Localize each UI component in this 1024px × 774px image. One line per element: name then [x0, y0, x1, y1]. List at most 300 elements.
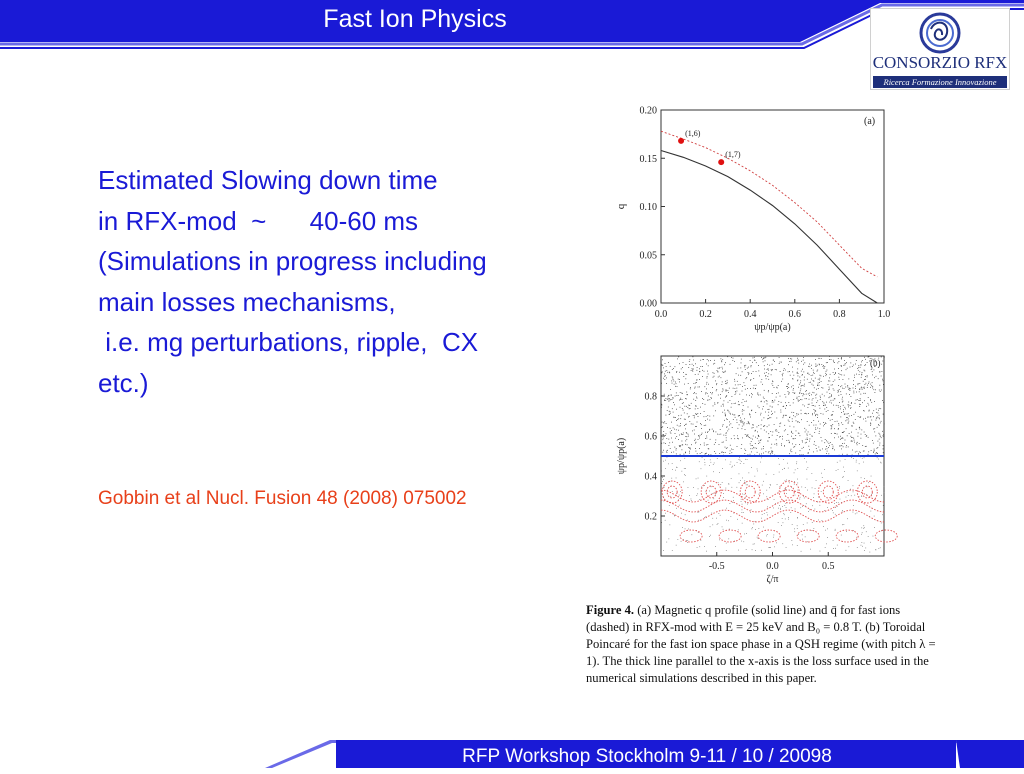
scatter-point — [661, 471, 662, 472]
scatter-point — [865, 548, 866, 549]
scatter-point — [779, 505, 780, 506]
scatter-point — [755, 550, 756, 551]
scatter-point — [854, 495, 855, 496]
scatter-point — [798, 400, 799, 401]
scatter-point — [710, 392, 711, 393]
scatter-point — [871, 476, 872, 477]
scatter-point — [753, 388, 754, 389]
scatter-point — [798, 373, 799, 374]
scatter-point — [868, 536, 869, 537]
scatter-point — [838, 390, 839, 391]
scatter-point — [755, 443, 756, 444]
scatter-point — [689, 416, 690, 417]
scatter-point — [816, 425, 817, 426]
scatter-point — [880, 443, 881, 444]
scatter-point — [879, 408, 880, 409]
scatter-point — [820, 551, 821, 552]
scatter-point — [680, 423, 681, 424]
scatter-point — [695, 383, 696, 384]
scatter-point — [884, 492, 885, 493]
scatter-point — [817, 365, 818, 366]
scatter-point — [796, 462, 797, 463]
scatter-point — [807, 373, 808, 374]
scatter-point — [851, 396, 852, 397]
scatter-point — [804, 386, 805, 387]
scatter-point — [669, 372, 670, 373]
scatter-point — [861, 438, 862, 439]
scatter-point — [840, 391, 841, 392]
scatter-point — [716, 389, 717, 390]
scatter-point — [816, 414, 817, 415]
scatter-point — [811, 394, 812, 395]
scatter-point — [676, 448, 677, 449]
scatter-point — [812, 473, 813, 474]
scatter-point — [863, 451, 864, 452]
scatter-point — [797, 545, 798, 546]
scatter-point — [860, 400, 861, 401]
scatter-point — [731, 516, 732, 517]
scatter-point — [697, 380, 698, 381]
scatter-point — [874, 377, 875, 378]
scatter-point — [831, 395, 832, 396]
scatter-point — [772, 451, 773, 452]
scatter-point — [748, 436, 749, 437]
scatter-point — [744, 423, 745, 424]
scatter-point — [797, 525, 798, 526]
scatter-point — [671, 381, 672, 382]
scatter-point — [685, 452, 686, 453]
scatter-point — [722, 388, 723, 389]
scatter-point — [788, 394, 789, 395]
scatter-point — [740, 422, 741, 423]
scatter-point — [866, 406, 867, 407]
scatter-point — [681, 393, 682, 394]
scatter-point — [826, 453, 827, 454]
scatter-point — [726, 550, 727, 551]
scatter-point — [752, 445, 753, 446]
scatter-point — [695, 439, 696, 440]
scatter-point — [774, 499, 775, 500]
scatter-point — [827, 370, 828, 371]
scatter-point — [743, 423, 744, 424]
scatter-point — [668, 439, 669, 440]
scatter-point — [831, 429, 832, 430]
scatter-point — [873, 443, 874, 444]
scatter-point — [670, 481, 671, 482]
scatter-point — [755, 529, 756, 530]
scatter-point — [793, 392, 794, 393]
scatter-point — [746, 377, 747, 378]
scatter-point — [833, 361, 834, 362]
scatter-point — [779, 464, 780, 465]
scatter-point — [672, 550, 673, 551]
scatter-point — [862, 389, 863, 390]
scatter-point — [732, 414, 733, 415]
scatter-point — [747, 459, 748, 460]
scatter-point — [683, 372, 684, 373]
scatter-point — [665, 513, 666, 514]
scatter-point — [746, 395, 747, 396]
scatter-point — [705, 420, 706, 421]
scatter-point — [879, 385, 880, 386]
scatter-point — [732, 427, 733, 428]
scatter-point — [697, 422, 698, 423]
scatter-point — [867, 487, 868, 488]
scatter-point — [684, 468, 685, 469]
scatter-point — [847, 414, 848, 415]
scatter-point — [691, 370, 692, 371]
scatter-point — [664, 487, 665, 488]
scatter-point — [851, 415, 852, 416]
scatter-point — [709, 429, 710, 430]
scatter-point — [847, 385, 848, 386]
scatter-point — [793, 390, 794, 391]
y-tick-label: 0.00 — [639, 298, 657, 310]
scatter-point — [804, 362, 805, 363]
scatter-point — [679, 435, 680, 436]
scatter-point — [664, 379, 665, 380]
scatter-point — [771, 374, 772, 375]
scatter-point — [819, 378, 820, 379]
scatter-point — [839, 389, 840, 390]
scatter-point — [759, 441, 760, 442]
scatter-point — [771, 444, 772, 445]
scatter-point — [859, 374, 860, 375]
scatter-point — [698, 478, 699, 479]
scatter-point — [755, 448, 756, 449]
scatter-point — [704, 459, 705, 460]
scatter-point — [804, 384, 805, 385]
scatter-point — [795, 495, 796, 496]
scatter-point — [758, 443, 759, 444]
scatter-point — [725, 381, 726, 382]
scatter-point — [882, 379, 883, 380]
scatter-point — [709, 430, 710, 431]
scatter-point — [875, 389, 876, 390]
scatter-point — [876, 409, 877, 410]
scatter-point — [668, 464, 669, 465]
scatter-point — [771, 411, 772, 412]
scatter-point — [797, 369, 798, 370]
scatter-point — [746, 533, 747, 534]
scatter-point — [813, 497, 814, 498]
scatter-point — [840, 436, 841, 437]
scatter-point — [876, 412, 877, 413]
scatter-point — [838, 358, 839, 359]
scatter-point — [763, 494, 764, 495]
scatter-point — [747, 388, 748, 389]
scatter-point — [820, 408, 821, 409]
scatter-point — [842, 432, 843, 433]
scatter-point — [824, 510, 825, 511]
scatter-point — [672, 491, 673, 492]
scatter-point — [819, 385, 820, 386]
scatter-point — [850, 363, 851, 364]
scatter-point — [782, 439, 783, 440]
scatter-point — [738, 384, 739, 385]
scatter-point — [741, 461, 742, 462]
scatter-point — [863, 528, 864, 529]
scatter-point — [776, 443, 777, 444]
scatter-point — [824, 469, 825, 470]
scatter-point — [778, 404, 779, 405]
scatter-point — [804, 406, 805, 407]
scatter-point — [821, 376, 822, 377]
scatter-point — [873, 536, 874, 537]
scatter-point — [764, 373, 765, 374]
scatter-point — [801, 413, 802, 414]
scatter-point — [838, 391, 839, 392]
scatter-point — [833, 446, 834, 447]
scatter-point — [866, 421, 867, 422]
scatter-point — [778, 401, 779, 402]
scatter-point — [718, 372, 719, 373]
scatter-point — [710, 460, 711, 461]
scatter-point — [805, 443, 806, 444]
scatter-point — [785, 370, 786, 371]
scatter-point — [706, 438, 707, 439]
scatter-point — [848, 379, 849, 380]
scatter-point — [832, 384, 833, 385]
scatter-point — [821, 437, 822, 438]
scatter-point — [766, 400, 767, 401]
scatter-point — [808, 446, 809, 447]
scatter-point — [730, 400, 731, 401]
scatter-point — [784, 505, 785, 506]
scatter-point — [815, 395, 816, 396]
scatter-point — [769, 417, 770, 418]
scatter-point — [686, 399, 687, 400]
scatter-point — [812, 384, 813, 385]
scatter-point — [720, 429, 721, 430]
scatter-point — [766, 432, 767, 433]
scatter-point — [807, 438, 808, 439]
scatter-point — [742, 438, 743, 439]
scatter-point — [818, 388, 819, 389]
scatter-point — [828, 453, 829, 454]
scatter-point — [788, 391, 789, 392]
scatter-point — [676, 395, 677, 396]
scatter-point — [729, 388, 730, 389]
scatter-point — [673, 412, 674, 413]
scatter-point — [820, 396, 821, 397]
scatter-point — [741, 448, 742, 449]
scatter-point — [732, 466, 733, 467]
scatter-point — [827, 362, 828, 363]
scatter-point — [806, 413, 807, 414]
scatter-point — [687, 540, 688, 541]
scatter-point — [731, 449, 732, 450]
scatter-point — [871, 511, 872, 512]
scatter-point — [722, 359, 723, 360]
scatter-point — [768, 390, 769, 391]
scatter-point — [835, 530, 836, 531]
scatter-point — [689, 421, 690, 422]
scatter-point — [733, 388, 734, 389]
scatter-point — [848, 495, 849, 496]
scatter-point — [716, 383, 717, 384]
scatter-point — [720, 394, 721, 395]
scatter-point — [753, 371, 754, 372]
scatter-point — [666, 423, 667, 424]
scatter-point — [710, 439, 711, 440]
scatter-point — [697, 413, 698, 414]
scatter-point — [734, 403, 735, 404]
scatter-point — [855, 386, 856, 387]
scatter-point — [753, 378, 754, 379]
scatter-point — [866, 436, 867, 437]
scatter-point — [808, 407, 809, 408]
scatter-point — [664, 443, 665, 444]
scatter-point — [876, 420, 877, 421]
scatter-point — [786, 386, 787, 387]
scatter-point — [813, 405, 814, 406]
scatter-point — [808, 452, 809, 453]
scatter-point — [787, 388, 788, 389]
scatter-point — [851, 426, 852, 427]
scatter-point — [807, 439, 808, 440]
scatter-point — [728, 520, 729, 521]
scatter-point — [688, 405, 689, 406]
scatter-point — [722, 452, 723, 453]
scatter-point — [832, 419, 833, 420]
scatter-point — [771, 452, 772, 453]
scatter-point — [876, 376, 877, 377]
scatter-point — [874, 428, 875, 429]
scatter-point — [661, 364, 662, 365]
scatter-point — [666, 383, 667, 384]
scatter-point — [680, 454, 681, 455]
scatter-point — [858, 433, 859, 434]
scatter-point — [695, 426, 696, 427]
scatter-point — [772, 369, 773, 370]
scatter-point — [838, 405, 839, 406]
x-tick-label: 1.0 — [877, 309, 891, 320]
scatter-point — [677, 425, 678, 426]
scatter-point — [844, 431, 845, 432]
scatter-point — [774, 444, 775, 445]
scatter-point — [770, 485, 771, 486]
scatter-point — [815, 378, 816, 379]
scatter-point — [849, 433, 850, 434]
scatter-point — [842, 454, 843, 455]
scatter-point — [730, 413, 731, 414]
scatter-point — [671, 478, 672, 479]
scatter-point — [744, 365, 745, 366]
body-line: (Simulations in progress including — [98, 246, 487, 276]
scatter-point — [841, 412, 842, 413]
scatter-point — [827, 451, 828, 452]
scatter-point — [677, 359, 678, 360]
scatter-point — [805, 432, 806, 433]
y-tick-label: 0.10 — [639, 202, 657, 213]
scatter-point — [864, 451, 865, 452]
scatter-point — [751, 410, 752, 411]
scatter-point — [826, 362, 827, 363]
scatter-point — [682, 367, 683, 368]
scatter-point — [704, 546, 705, 547]
scatter-point — [680, 425, 681, 426]
scatter-point — [661, 383, 662, 384]
scatter-point — [795, 453, 796, 454]
scatter-point — [797, 373, 798, 374]
scatter-point — [744, 481, 745, 482]
scatter-point — [853, 388, 854, 389]
scatter-point — [731, 452, 732, 453]
scatter-point — [763, 406, 764, 407]
scatter-point — [723, 390, 724, 391]
scatter-point — [697, 453, 698, 454]
scatter-point — [677, 386, 678, 387]
scatter-point — [664, 421, 665, 422]
y-tick-label: 0.20 — [639, 105, 657, 117]
scatter-point — [691, 444, 692, 445]
scatter-point — [871, 385, 872, 386]
scatter-point — [783, 513, 784, 514]
scatter-point — [852, 437, 853, 438]
scatter-point — [662, 422, 663, 423]
scatter-point — [679, 400, 680, 401]
scatter-point — [772, 383, 773, 384]
scatter-point — [806, 442, 807, 443]
scatter-point — [791, 432, 792, 433]
scatter-point — [824, 424, 825, 425]
scatter-point — [881, 531, 882, 532]
scatter-point — [736, 373, 737, 374]
scatter-point — [675, 417, 676, 418]
scatter-point — [813, 420, 814, 421]
scatter-point — [865, 364, 866, 365]
scatter-point — [874, 370, 875, 371]
scatter-point — [773, 537, 774, 538]
scatter-point — [772, 393, 773, 394]
scatter-point — [883, 380, 884, 381]
scatter-point — [761, 413, 762, 414]
scatter-point — [835, 372, 836, 373]
scatter-point — [825, 375, 826, 376]
scatter-point — [699, 512, 700, 513]
scatter-point — [881, 357, 882, 358]
scatter-point — [797, 422, 798, 423]
scatter-point — [674, 447, 675, 448]
scatter-point — [805, 487, 806, 488]
scatter-point — [809, 425, 810, 426]
scatter-point — [872, 440, 873, 441]
scatter-point — [789, 483, 790, 484]
scatter-point — [844, 443, 845, 444]
scatter-point — [711, 397, 712, 398]
scatter-point — [770, 431, 771, 432]
scatter-point — [827, 537, 828, 538]
scatter-point — [848, 421, 849, 422]
scatter-point — [699, 368, 700, 369]
scatter-point — [704, 485, 705, 486]
scatter-point — [789, 371, 790, 372]
body-line: in RFX-mod ~ 40-60 ms — [98, 205, 419, 236]
scatter-point — [859, 463, 860, 464]
scatter-point — [747, 485, 748, 486]
scatter-point — [685, 429, 686, 430]
scatter-point — [669, 411, 670, 412]
scatter-point — [828, 381, 829, 382]
scatter-point — [815, 406, 816, 407]
scatter-point — [765, 412, 766, 413]
scatter-point — [775, 430, 776, 431]
scatter-point — [838, 377, 839, 378]
scatter-point — [688, 417, 689, 418]
scatter-point — [815, 364, 816, 365]
scatter-point — [838, 395, 839, 396]
